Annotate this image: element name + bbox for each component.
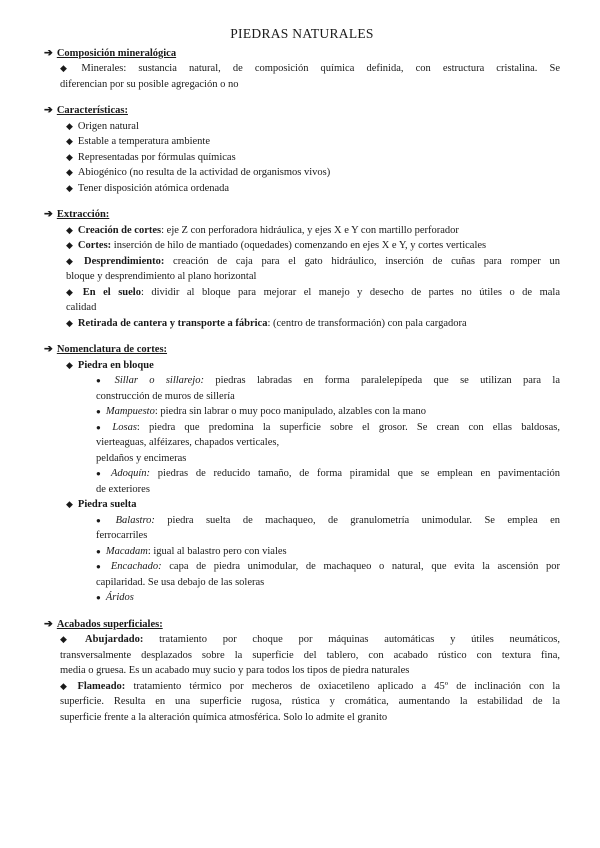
arrow-icon: ➔ [44,47,53,59]
page-title: PIEDRAS NATURALES [230,26,374,41]
arrow-icon: ➔ [44,618,53,630]
list-item: ● Encachado: capa de piedra unimodular, de machaqueo o natural, que evita la ascensión por [96,561,560,572]
section-heading: ➔ Nomenclatura de cortes: [44,344,168,355]
diamond-bullet-icon: ◆ [66,136,73,146]
diamond-bullet-icon: ◆ [66,182,73,193]
list-item: ● Losas: piedra que predomina la superficie sobre el grosor. Se crean con ellas baldosas, [96,421,560,433]
list-item-continuation: calidad [66,302,97,313]
dot-bullet-icon: ● [96,546,101,556]
list-item: ◆ Desprendimiento: creación de caja para el gato hidráulico, inserción de cuñas para romper un [66,255,561,267]
dot-bullet-icon: ● [96,407,101,416]
section-acabados [44,617,560,726]
list-item: ● Sillar o sillarejo: piedras labradas en forma paralelepípeda que se utilizan para la [96,375,560,386]
list-item-continuation: capilaridad. Se usa debajo de las soleras [96,576,265,588]
subsection-heading: ◆ Piedra suelta [66,499,137,510]
section-heading: ➔ Extracción: [44,209,110,220]
arrow-icon: ➔ [44,344,53,355]
list-item: ◆ En el suelo: dividir al bloque para mejorar el manejo y desecho de partes no útiles o de mala [66,286,560,298]
list-item-continuation: transversalmente desplazados sobre la superficie del tablero, con acabado rústico con textura fina, [60,649,560,661]
list-item: ◆ Estable a temperatura ambiente [66,136,210,147]
list-item: ◆ Abiogénico (no resulta de la actividad de organismos vivos) [66,167,331,178]
arrow-icon: ➔ [44,105,53,116]
list-item: ◆ Creación de cortes: eje Z con perforadora hidráulica, y ejes X e Y con martillo perforador [66,224,459,236]
list-item: ◆ Origen natural [66,120,139,132]
list-item-continuation: peldaños y encimeras [96,452,187,464]
dot-bullet-icon: ● [96,593,101,602]
subsection-heading: ◆ Piedra en bloque [66,359,154,371]
diamond-bullet-icon: ◆ [66,151,73,162]
diamond-bullet-icon: ◆ [60,680,73,691]
section-extraccion [44,207,560,331]
diamond-bullet-icon: ◆ [60,634,81,644]
paragraph-line: diferencian por su posible agregación o no [60,78,239,90]
dot-bullet-icon: ● [96,562,106,571]
dot-bullet-icon: ● [96,376,110,385]
diamond-bullet-icon: ◆ [66,359,73,370]
list-item-continuation: superficie. Resulta en una superficie rugosa, rústica y cromática, aumentando la estabilidad de la [60,696,560,707]
list-item-continuation: media o gruesa. Es un acabado muy sucio y para todos los tipos de piedra naturales [60,665,410,676]
list-item: ● Adoquín: piedras de reducido tamaño, de forma piramidal que se emplean en pavimentación [96,468,560,479]
dot-bullet-icon: ● [96,422,108,432]
diamond-bullet-icon: ◆ [66,240,73,250]
list-item: ◆ Tener disposición atómica ordenada [66,182,230,194]
list-item-continuation: bloque y desprendimiento al plano horizontal [66,271,257,282]
list-item: ◆ Representadas por fórmulas químicas [66,151,236,163]
diamond-bullet-icon: ◆ [66,286,78,297]
section-heading: ➔ Acabados superficiales: [44,618,163,630]
diamond-bullet-icon: ◆ [66,167,73,177]
list-item: ◆ Retirada de cantera y transporte a fábrica: (centro de transformación) con pala cargadora [66,317,467,329]
section-caracteristicas [44,103,560,196]
section-composicion [44,46,560,93]
diamond-bullet-icon: ◆ [66,499,73,509]
section-heading: ➔ Composición mineralógica [44,47,177,59]
list-item: ◆ Cortes: inserción de hilo de mantiado (oquedades) comenzando en ejes X e Y, y cortes verticales [66,240,487,251]
arrow-icon: ➔ [44,209,53,220]
diamond-bullet-icon: ◆ [66,224,73,235]
diamond-bullet-icon: ◆ [66,255,80,266]
dot-bullet-icon: ● [96,469,106,478]
list-item-continuation: vierteaguas, alféizares, chapados verticales, [96,437,280,448]
list-item: ◆ Abujardado: tratamiento por choque por máquinas automáticas y útiles neumáticos, [60,634,561,645]
paragraph-line: ◆ Minerales: sustancia natural, de composición química definida, con estructura cristalina. Se [60,63,561,74]
dot-bullet-icon: ● [96,515,111,525]
section-heading: ➔ Características: [44,105,128,116]
list-item: ● Balastro: piedra suelta de machaqueo, de granulometría unimodular. Se emplea en [96,514,560,526]
list-item: ● Macadam: igual al balastro pero con viales [96,545,287,557]
diamond-bullet-icon: ◆ [66,317,73,328]
list-item-continuation: ferrocarriles [96,530,148,541]
list-item-continuation: superficie frente a la alteración química atmosférica. Solo lo admite el granito [60,711,388,723]
list-item-continuation: construcción de muros de sillería [96,390,235,402]
list-item: ● Mampuesto: piedra sin labrar o muy poco manipulado, alzables con la mano [96,406,427,417]
diamond-bullet-icon: ◆ [60,63,77,73]
diamond-bullet-icon: ◆ [66,120,73,131]
list-item: ◆ Flameado: tratamiento térmico por mecheros de oxiacetileno aplicado a 45º de inclinación con la [60,680,560,692]
list-item-continuation: de exteriores [96,483,150,495]
list-item: ● Áridos [96,592,134,603]
section-nomenclatura [44,342,560,606]
